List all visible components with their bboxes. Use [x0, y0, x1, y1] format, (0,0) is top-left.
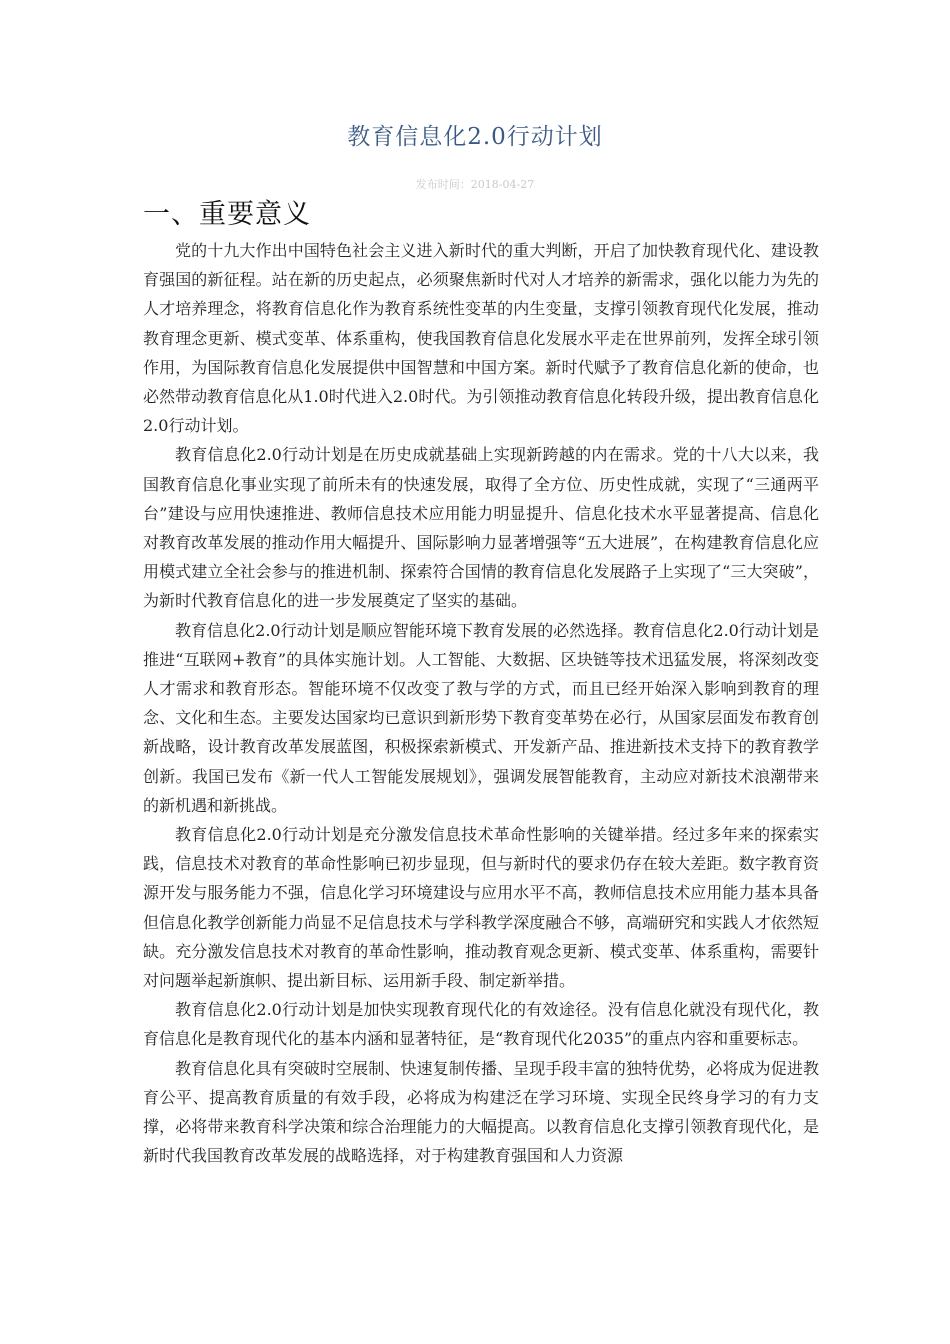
paragraph-2: 教育信息化2.0行动计划是在历史成就基础上实现新跨越的内在需求。党的十八大以来，我国教育信息化事业实现了前所未有的快速发展，取得了全方位、历史性成就，实现了“三通两平台”建设与应用快速推进、教师信息技术应用能力明显提升、信息化技术水平显著提高、信息化对教育改革发展的推动作用大幅提升、国际影响力显著增强等“五大进展”，在构建教育信息化应用模式建立全社会参与的推进机制、探索符合国情的教育信息化发展路子上实现了“三大突破”，为新时代教育信息化的进一步发展奠定了坚实的基础。 — [143, 445, 819, 611]
paragraph-6: 教育信息化具有突破时空展制、快速复制传播、呈现手段丰富的独特优势，必将成为促进教育公平、提高教育质量的有效手段，必将成为构建泛在学习环境、实现全民终身学习的有力支撑，必将带来教育科学决策和综合治理能力的大幅提高。以教育信息化支撑引领教育现代化，是新时代我国教育改革发展的战略选择，对于构建教育强国和人力资源 — [143, 1058, 819, 1166]
paragraph-5: 教育信息化2.0行动计划是加快实现教育现代化的有效途径。没有信息化就没有现代化，教育信息化是教育现代化的基本内涵和显著特征，是“教育现代化2035”的重点内容和重要标志。 — [143, 1000, 819, 1049]
document-body — [143, 236, 819, 1171]
publish-date: 发布时间：2018-04-27 — [415, 178, 535, 191]
paragraph-3: 教育信息化2.0行动计划是顺应智能环境下教育发展的必然选择。教育信息化2.0行动计划是推进“互联网+教育”的具体实施计划。人工智能、大数据、区块链等技术迅猛发展，将深刻改变人才需求和教育形态。智能环境不仅改变了教与学的方式，而且已经开始深入影响到教育的理念、文化和生态。主要发达国家均已意识到新形势下教育变革势在必行，从国家层面发布教育创新战略，设计教育改革发展蓝图，积极探索新模式、开发新产品、推进新技术支持下的教育教学创新。我国已发布《新一代人工智能发展规划》，强调发展智能教育，主动应对新技术浪潮带来的新机遇和新挑战。 — [143, 620, 819, 815]
paragraph-4: 教育信息化2.0行动计划是充分激发信息技术革命性影响的关键举措。经过多年来的探索实践，信息技术对教育的革命性影响已初步显现，但与新时代的要求仍存在较大差距。数字教育资源开发与服务能力不强，信息化学习环境建设与应用水平不高，教师信息技术应用能力基本具备但信息化教学创新能力尚显不足信息技术与学科教学深度融合不够，高端研究和实践人才依然短缺。充分激发信息技术对教育的革命性影响，推动教育观念更新、模式变革、体系重构，需要针对问题举起新旗帜、提出新目标、运用新手段、制定新举措。 — [143, 825, 819, 991]
paragraph-1: 党的十九大作出中国特色社会主义进入新时代的重大判断，开启了加快教育现代化、建设教育强国的新征程。站在新的历史起点，必须聚焦新时代对人才培养的新需求，强化以能力为先的人才培养理念，将教育信息化作为教育系统性变革的内生变量，支撑引领教育现代化发展，推动教育理念更新、模式变革、体系重构，使我国教育信息化发展水平走在世界前列，发挥全球引领作用，为国际教育信息化发展提供中国智慧和中国方案。新时代赋予了教育信息化新的使命，也必然带动教育信息化从1.0时代进入2.0时代。为引领推动教育信息化转段升级，提出教育信息化2.0行动计划。 — [143, 241, 819, 436]
document-title: 教育信息化2.0行动计划 — [347, 124, 603, 150]
section-heading: 一、重要意义 — [143, 199, 311, 230]
